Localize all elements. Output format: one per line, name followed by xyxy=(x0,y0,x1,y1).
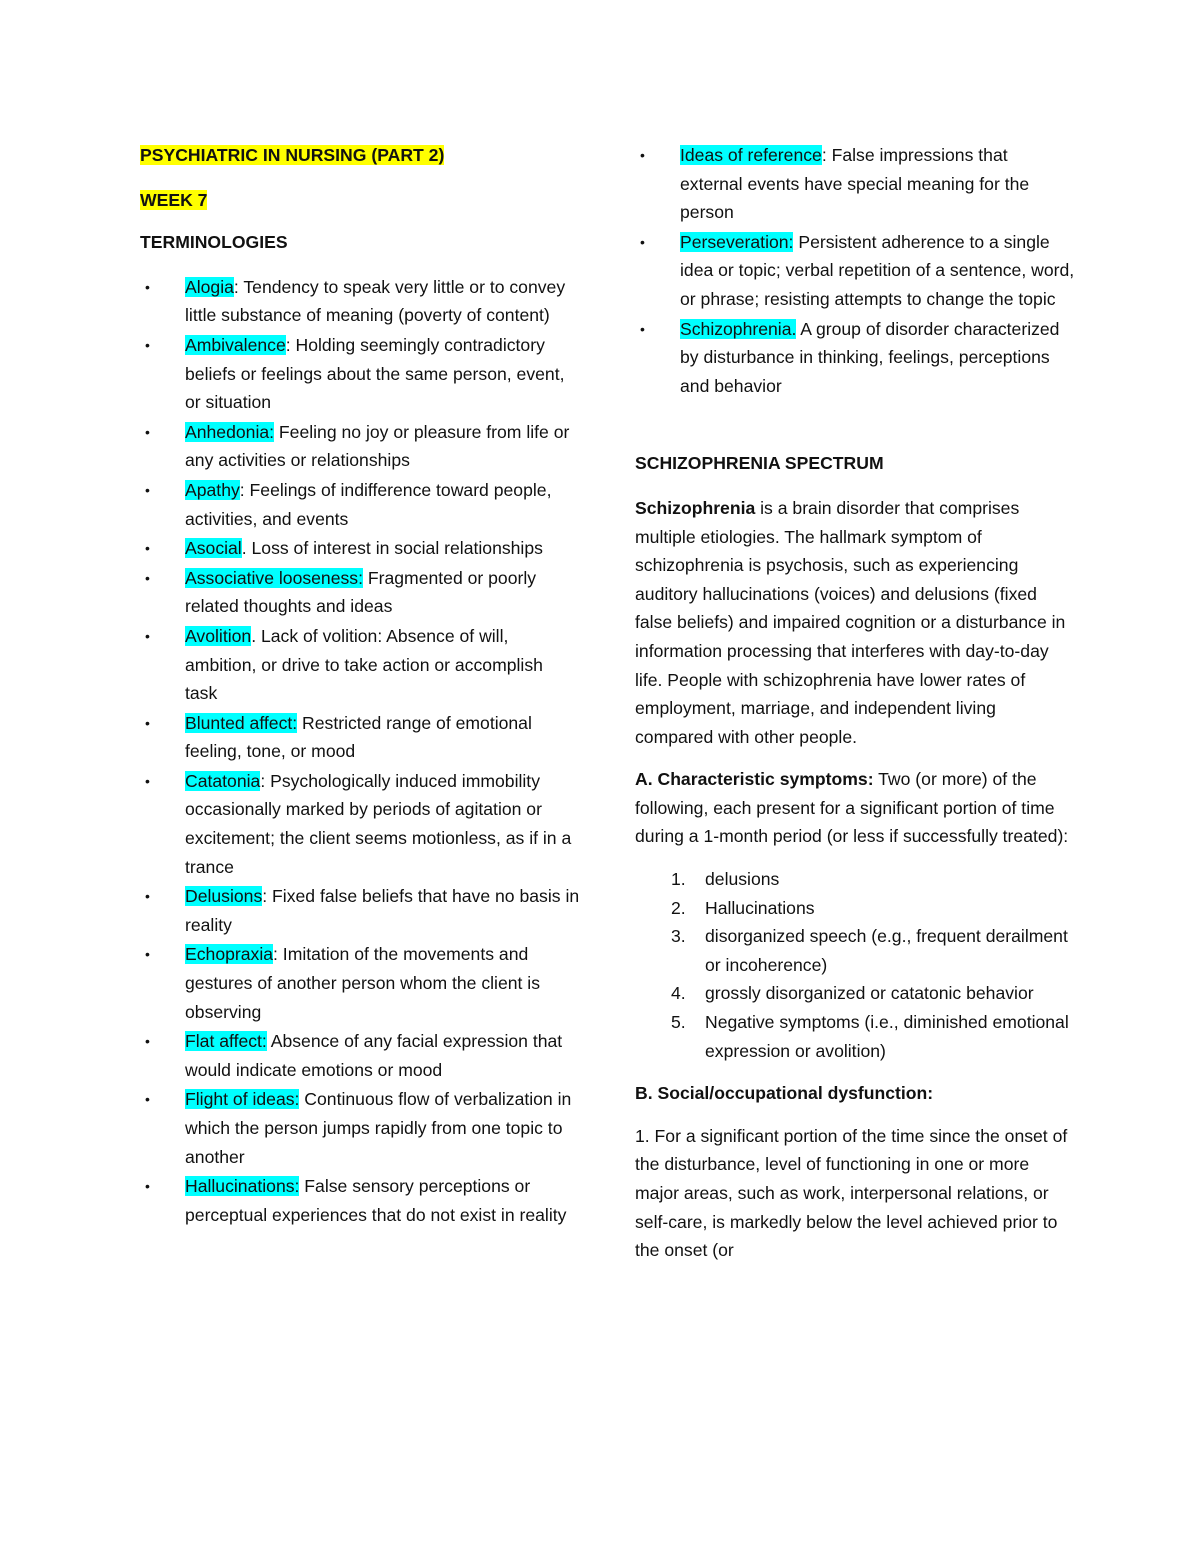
term-item: • Asocial. Loss of interest in social relationships xyxy=(140,534,580,563)
term-label: Flight of ideas: xyxy=(185,1089,300,1110)
term-label: Anhedonia: xyxy=(185,421,275,442)
term-label: Ambivalence xyxy=(185,334,286,355)
right-column xyxy=(635,141,1075,1265)
list-item: 3. disorganized speech (e.g., frequent derailment or incoherence) xyxy=(671,926,1068,975)
bullet-icon: • xyxy=(640,320,645,337)
bullet-icon: • xyxy=(640,233,645,250)
term-definition: A group of disorder characterized by disturbance in thinking, feelings, perceptions and behavior xyxy=(680,318,1060,396)
term-label: Echopraxia xyxy=(185,944,274,965)
bullet-icon: • xyxy=(145,1091,150,1108)
spectrum-heading: SCHIZOPHRENIA SPECTRUM xyxy=(635,453,884,474)
term-label: Avolition xyxy=(185,625,252,646)
term-definition: False sensory perceptions or perceptual experiences that do not exist in reality xyxy=(185,1176,567,1225)
term-label: Flat affect: xyxy=(185,1031,267,1052)
bullet-icon: • xyxy=(640,147,645,163)
bullet-icon: • xyxy=(145,336,150,353)
term-definition: Tendency to speak very little or to convey little substance of meaning (poverty of content) xyxy=(185,276,566,326)
bullet-icon: • xyxy=(145,946,150,963)
bullet-icon: • xyxy=(145,569,150,586)
left-column xyxy=(140,141,580,1230)
term-label: Asocial xyxy=(185,538,242,559)
list-item: 1. delusions xyxy=(671,869,780,890)
week-label: WEEK 7 xyxy=(140,189,208,210)
terminologies-heading: TERMINOLOGIES xyxy=(140,232,288,253)
term-label: Ideas of reference xyxy=(680,145,822,165)
term-label: Perseveration: xyxy=(680,231,794,252)
bullet-icon: • xyxy=(145,423,150,440)
term-item xyxy=(635,228,1075,314)
term-item: • Catatonia: Psychologically induced immobility occasionally marked by periods of agitation or excitement; the client seems motionless, as if in a trance xyxy=(140,767,580,881)
term-definition: False impressions that external events have special meaning for the person xyxy=(680,145,1030,223)
list-item: 4. grossly disorganized or catatonic behavior xyxy=(671,983,1034,1004)
term-definition: Restricted range of emotional feeling, tone, or mood xyxy=(185,712,532,762)
term-definition: Holding seemingly contradictory beliefs or feelings about the same person, event, or situation xyxy=(185,334,565,413)
bullet-icon: • xyxy=(145,1178,150,1195)
term-definition: Persistent adherence to a single idea or topic; verbal repetition of a sentence, word, or phrase; resisting attempts to change the topic xyxy=(680,231,1075,309)
section-b-text: 1. For a significant portion of the time since the onset of the disturbance, level of functioning in one or more major areas, such as work, interpersonal relations, or self-care, is markedly below the level achieved prior to the onset (or xyxy=(635,1125,1068,1261)
terminology-list-right xyxy=(635,141,1075,400)
term-item xyxy=(140,1027,580,1084)
term-label: Catatonia xyxy=(185,770,261,791)
term-item: • Alogia: Tendency to speak very little or to convey little substance of meaning (poverty of content) xyxy=(140,273,580,330)
symptom-list xyxy=(635,865,1075,1065)
term-definition: Feelings of indifference toward people, activities, and events xyxy=(185,479,552,529)
list-item: 2. Hallucinations xyxy=(671,897,815,918)
term-item xyxy=(140,1085,580,1171)
term-label: Hallucinations: xyxy=(185,1176,300,1197)
term-item xyxy=(140,709,580,766)
term-item: • Avolition. Lack of volition: Absence of will, ambition, or drive to take action or accomplish task xyxy=(140,622,580,708)
term-definition: Continuous flow of verbalization in which the person jumps rapidly from one topic to another xyxy=(185,1089,572,1167)
term-label: Alogia xyxy=(185,276,234,297)
term-definition: Fixed false beliefs that have no basis in reality xyxy=(185,886,580,935)
term-label: Schizophrenia. xyxy=(680,318,797,339)
bullet-icon: • xyxy=(145,772,150,789)
bullet-icon: • xyxy=(145,714,150,731)
term-item: • Apathy: Feelings of indifference toward people, activities, and events xyxy=(140,476,580,533)
bullet-icon: • xyxy=(145,888,150,905)
term-item: • Ambivalence: Holding seemingly contradictory beliefs or feelings about the same person, event, or situation xyxy=(140,331,580,417)
bullet-icon: • xyxy=(145,540,150,557)
term-item xyxy=(140,1172,580,1229)
section-a: A. Characteristic symptoms: Two (or more) of the following, each present for a significant portion of time during a 1-month period (or less if successfully treated): xyxy=(635,769,1069,847)
term-definition: Feeling no joy or pleasure from life or any activities or relationships xyxy=(185,421,570,471)
term-label: Associative looseness: xyxy=(185,567,363,588)
term-item: • Echopraxia: Imitation of the movements and gestures of another person whom the client is observing xyxy=(140,940,580,1026)
term-item xyxy=(140,564,580,621)
list-item: 5. Negative symptoms (i.e., diminished emotional expression or avolition) xyxy=(671,1012,1069,1061)
term-item xyxy=(140,418,580,475)
term-definition: Fragmented or poorly related thoughts and ideas xyxy=(185,567,537,617)
bullet-icon: • xyxy=(145,278,150,295)
term-definition: Psychologically induced immobility occasionally marked by periods of agitation or excitement; the client seems motionless, as if in a trance xyxy=(185,770,572,877)
term-definition: Imitation of the movements and gestures of another person whom the client is observing xyxy=(185,944,541,1022)
spectrum-intro: Schizophrenia is a brain disorder that comprises multiple etiologies. The hallmark symptom of schizophrenia is psychosis, such as experiencing auditory hallucinations (voices) and delusions (fixed false beliefs) and impaired cognition or a disturbance in information processing that interferes with day-to-day life. People with schizophrenia have lower rates of employment, marriage, and independent living compared with other people. xyxy=(635,497,1066,747)
term-definition: Lack of volition: Absence of will, ambition, or drive to take action or accomplish task xyxy=(185,625,543,704)
term-label: Delusions xyxy=(185,886,263,907)
term-item: • Ideas of reference: False impressions that external events have special meaning for the person xyxy=(635,141,1075,227)
bullet-icon: • xyxy=(145,627,150,644)
term-label: Apathy xyxy=(185,479,240,500)
term-item xyxy=(635,315,1075,401)
term-definition: Absence of any facial expression that would indicate emotions or mood xyxy=(185,1031,563,1080)
section-spacer xyxy=(635,401,1075,449)
section-b-heading: B. Social/occupational dysfunction: xyxy=(635,1083,934,1104)
term-definition: Loss of interest in social relationships xyxy=(246,538,543,559)
bullet-icon: • xyxy=(145,1033,150,1050)
document-title: PSYCHIATRIC IN NURSING (PART 2) xyxy=(140,145,445,165)
terminology-list-left xyxy=(140,273,580,1230)
term-label: Blunted affect: xyxy=(185,712,298,733)
bullet-icon: • xyxy=(145,481,150,498)
term-item: • Delusions: Fixed false beliefs that have no basis in reality xyxy=(140,882,580,939)
